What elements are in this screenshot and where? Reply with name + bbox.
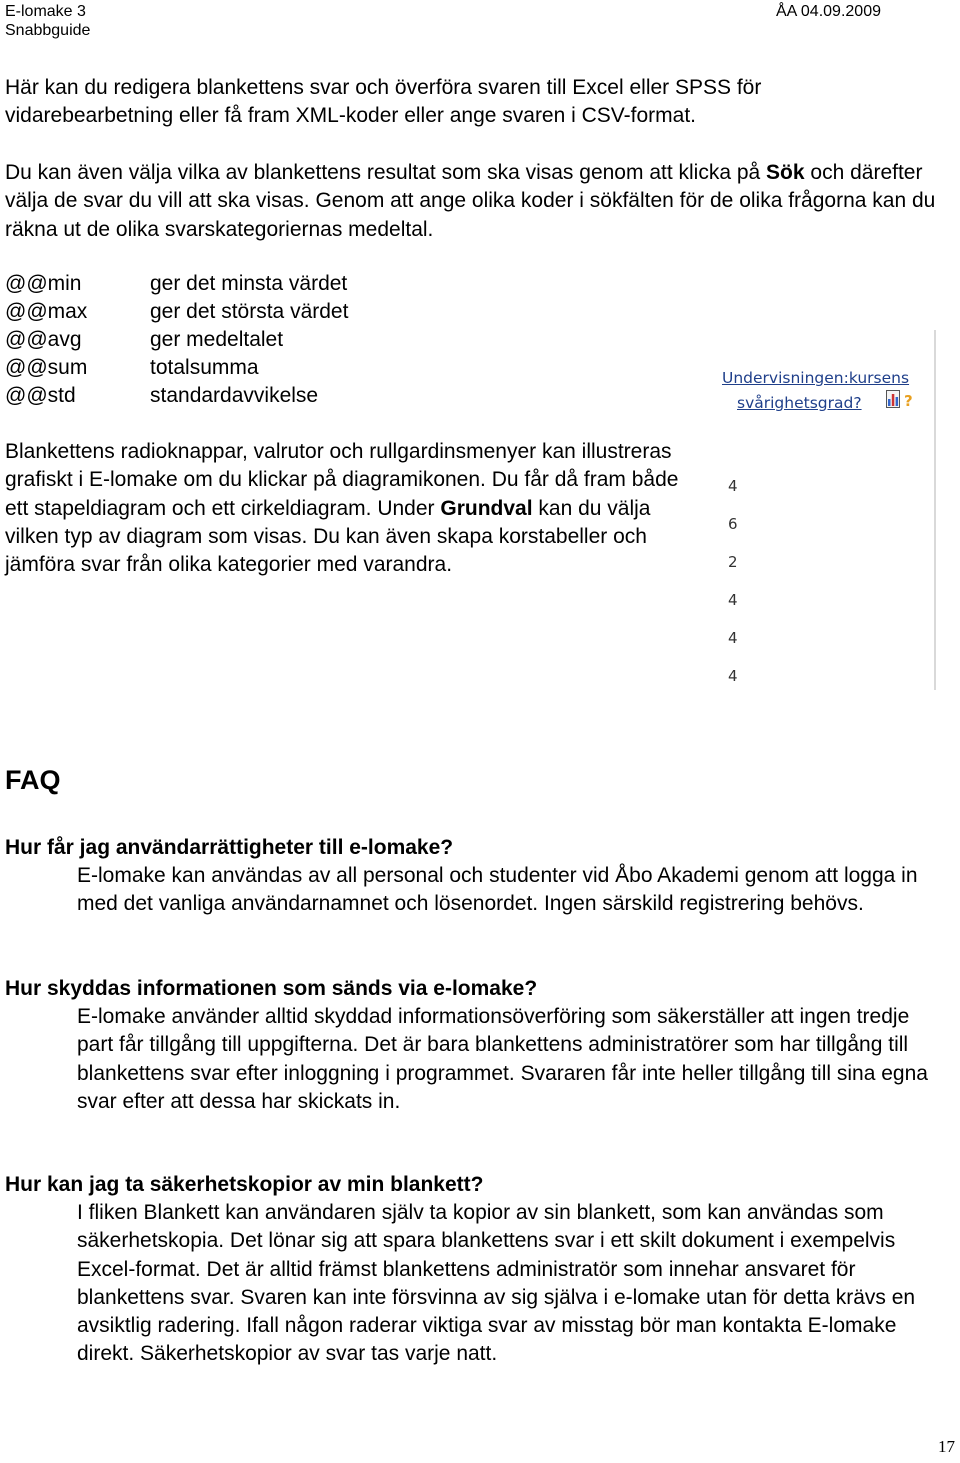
code-row — [5, 326, 348, 354]
bar-chart-icon[interactable] — [886, 390, 900, 408]
answer-value: 4 — [728, 477, 738, 495]
code-description: ger medeltalet — [150, 328, 284, 351]
screenshot-border — [934, 330, 936, 690]
answer-value: 6 — [728, 515, 738, 533]
question-results-screenshot — [716, 330, 938, 690]
charts-paragraph-end: kan du välja vilken typ av diagram som visas. Du kan även skapa korstabeller och jämföra svar från olika kategorier med varandra. — [5, 496, 651, 577]
page-number: 17 — [938, 1437, 955, 1456]
code-description: ger det minsta värdet — [150, 272, 348, 295]
charts-paragraph-start: Blankettens radioknappar, valrutor och rullgardinsmenyer kan illustreras grafiskt i E-lomake om du klickar på diagramikonen. Du får då fram både ett stapeldiagram och ett cirkeldiagram. Under — [5, 440, 679, 520]
code-description: ger det största värdet — [150, 300, 349, 323]
faq-answer: E-lomake kan användas av all personal och studenter vid Åbo Akademi genom att logga in med det vanliga användarnamnet och lösenordet. Ingen särskild registrering behövs. — [77, 864, 918, 916]
code-description: standardavvikelse — [150, 384, 319, 407]
sok-keyword: Sök — [766, 161, 805, 184]
code-row — [5, 382, 348, 410]
faq-question: Hur kan jag ta säkerhetskopior av min blankett? — [5, 1173, 484, 1196]
code-key: @@max — [5, 300, 88, 323]
answer-value: 2 — [728, 553, 738, 571]
answer-value: 4 — [728, 629, 738, 647]
code-description: totalsumma — [150, 356, 259, 379]
code-key: @@min — [5, 272, 82, 295]
header-doc-title: E-lomake 3 — [5, 3, 86, 20]
answer-value: 4 — [728, 591, 738, 609]
answer-value: 4 — [728, 667, 738, 685]
charts-paragraph — [5, 438, 695, 579]
intro-paragraph-2-start: Du kan även välja vilka av blankettens resultat som ska visas genom att klicka på — [5, 161, 767, 184]
intro-paragraph-2 — [5, 159, 960, 244]
question-title-line-1: Undervisningen:kursens — [722, 369, 910, 387]
code-key: @@sum — [5, 356, 88, 379]
faq-question: Hur får jag användarrättigheter till e-lomake? — [5, 836, 454, 859]
grundval-keyword: Grundval — [440, 496, 533, 520]
intro-paragraph-2-end: och därefter välja de svar du vill att ska visas. Genom att ange olika koder i sökfälten för de olika frågorna kan du räkna ut de olika svarskategoriernas medeltal. — [5, 161, 936, 241]
faq-question: Hur skyddas informationen som sänds via e-lomake? — [5, 977, 538, 1000]
faq-answer: I fliken Blankett kan användaren själv ta kopior av sin blankett, som kan användas som säkerhetskopia. Det lönar sig att spara blankettens svar i ett skilt dokument i exempelvis Excel-format. Det är alltid främst blankettens administratör som innehar ansvaret för blankettens svar. Svaren kan inte försvinna av sig själva i e-lomake utan för detta krävs en avsiktlig radering. Ifall någon raderar viktiga svar av misstag bör man kontakta E-lomake direkt. Säkerhetskopior av svar tas varje natt. — [77, 1201, 916, 1366]
intro-paragraph-1: Här kan du redigera blankettens svar och överföra svaren till Excel eller SPSS för vidarebearbetning eller få fram XML-koder eller ange svaren i CSV-format. — [5, 76, 762, 128]
question-title-line-2: svårighetsgrad? — [737, 394, 862, 412]
faq-answer: E-lomake använder alltid skyddad informationsöverföring som säkerställer att ingen tredje part får tillgång till uppgifterna. Det är bara blankettens administratörer som har tillgång till blankettens svar efter inloggning i programmet. Svararen får inte heller tillgång till sina egna svar efter att dessa har skickats in. — [77, 1005, 928, 1113]
code-row — [5, 270, 348, 298]
code-row — [5, 354, 348, 382]
code-key: @@std — [5, 384, 76, 407]
faq-heading: FAQ — [5, 765, 61, 795]
header-date: ÅA 04.09.2009 — [776, 3, 881, 20]
header-doc-subtitle: Snabbguide — [5, 22, 91, 39]
search-codes-list — [5, 270, 348, 410]
help-icon[interactable]: ? — [904, 392, 913, 410]
code-key: @@avg — [5, 328, 82, 351]
code-row — [5, 298, 348, 326]
question-title-link[interactable] — [722, 366, 909, 416]
